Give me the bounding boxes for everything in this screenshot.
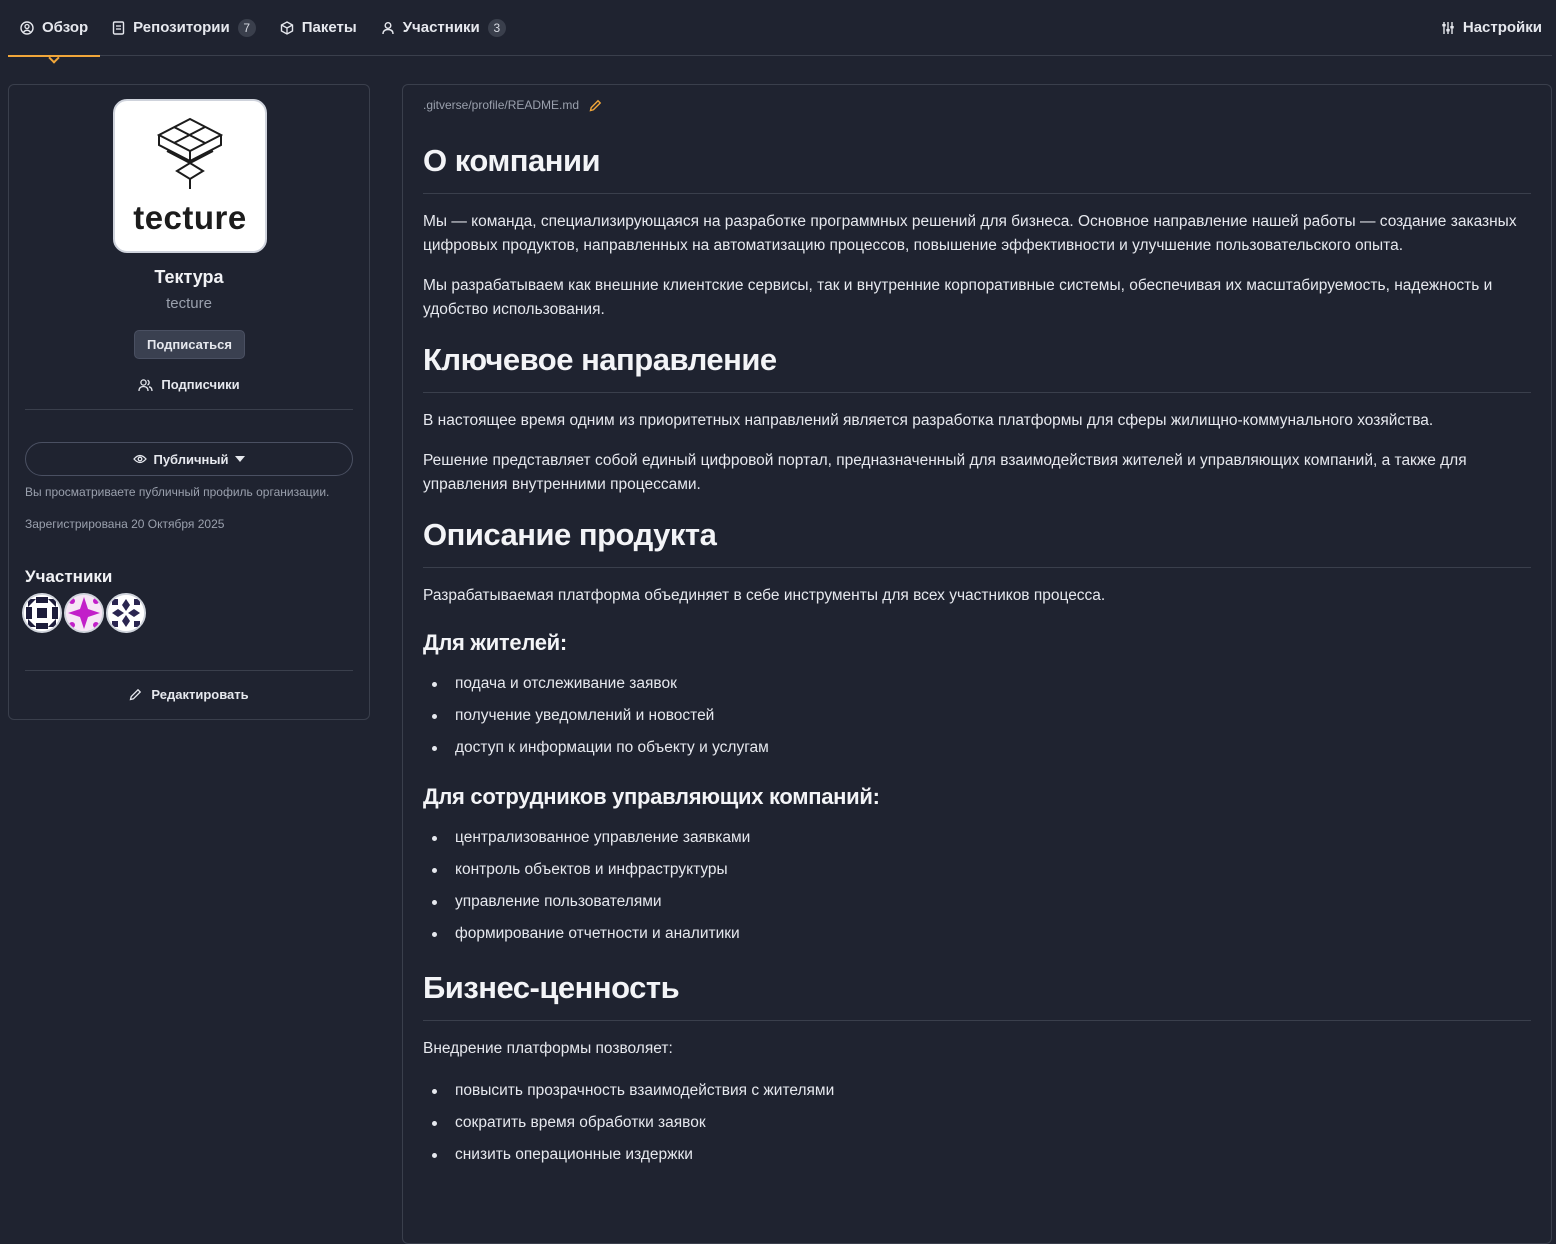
visibility-label: Публичный: [153, 451, 229, 467]
org-profile-card: [8, 84, 370, 720]
residents-list: [423, 668, 1531, 764]
org-logo: [113, 99, 267, 253]
overview-icon: [20, 21, 34, 35]
edit-profile-button[interactable]: [9, 687, 369, 702]
settings-label: Настройки: [1462, 19, 1542, 36]
followers-label: Подписчики: [161, 377, 240, 392]
sliders-icon: [1441, 21, 1455, 35]
repo-icon: [112, 21, 125, 35]
org-slug: tecture: [166, 295, 212, 312]
member-avatars: [22, 593, 148, 633]
logo-wordmark: tecture: [133, 199, 247, 236]
staff-list: [423, 822, 1531, 950]
tab-repositories[interactable]: [100, 0, 268, 56]
people-icon: [138, 378, 153, 392]
registered-date: Зарегистрирована 20 Октября 2025: [25, 517, 225, 531]
list-item: сократить время обработки заявок: [423, 1107, 1531, 1139]
package-icon: [280, 21, 294, 35]
paragraph: Внедрение платформы позволяет:: [423, 1040, 673, 1057]
tab-overview-label: Обзор: [42, 19, 89, 36]
tab-repositories-label: Репозитории: [133, 19, 230, 36]
paragraph: Решение представляет собой единый цифровой портал, предназначенный для взаимодействия жителей и управляющих компаний, а также для управления внутренними процессами.: [423, 452, 1467, 493]
visibility-dropdown[interactable]: [25, 442, 353, 476]
paragraph: Разрабатываемая платформа объединяет в себе инструменты для всех участников процесса.: [423, 587, 1106, 604]
list-item: снизить операционные издержки: [423, 1139, 1531, 1171]
heading-residents: Для жителей:: [423, 630, 567, 655]
member-avatar[interactable]: [22, 593, 62, 633]
list-item: централизованное управление заявками: [423, 822, 1531, 854]
heading-product: Описание продукта: [423, 517, 1531, 568]
members-count-badge: 3: [488, 19, 506, 37]
member-avatar[interactable]: [64, 593, 104, 633]
readme-path-text[interactable]: .gitverse/profile/README.md: [423, 98, 580, 112]
list-item: контроль объектов и инфраструктуры: [423, 854, 1531, 886]
heading-key-direction: Ключевое направление: [423, 342, 1531, 393]
org-tab-bar: [8, 0, 1552, 56]
list-item: повысить прозрачность взаимодействия с жителями: [423, 1075, 1531, 1107]
tab-members-label: Участники: [402, 19, 480, 36]
settings-link[interactable]: [1441, 19, 1552, 36]
list-item: доступ к информации по объекту и услугам: [423, 732, 1531, 764]
followers-link[interactable]: [9, 377, 369, 392]
repositories-count-badge: 7: [238, 19, 256, 37]
members-heading: Участники: [25, 567, 113, 586]
tab-overview[interactable]: [8, 0, 100, 56]
list-item: подача и отслеживание заявок: [423, 668, 1531, 700]
tab-packages[interactable]: [268, 0, 369, 56]
list-item: формирование отчетности и аналитики: [423, 918, 1531, 950]
visibility-note: Вы просматриваете публичный профиль организации.: [25, 485, 330, 499]
member-avatar[interactable]: [106, 593, 146, 633]
divider: [25, 670, 353, 671]
heading-staff: Для сотрудников управляющих компаний:: [423, 784, 880, 809]
org-name: Тектура: [154, 267, 224, 287]
edit-label: Редактировать: [151, 687, 249, 702]
paragraph: Мы разрабатываем как внешние клиентские сервисы, так и внутренние корпоративные системы, обеспечивая их масштабируемость, надежность и удобство использования.: [423, 277, 1493, 318]
eye-icon: [133, 454, 147, 464]
list-item: управление пользователями: [423, 886, 1531, 918]
pencil-icon: [129, 688, 142, 701]
pencil-icon[interactable]: [589, 99, 602, 112]
heading-about: О компании: [423, 143, 1531, 194]
tab-members[interactable]: [369, 0, 518, 56]
person-icon: [381, 21, 395, 35]
readme-panel: [402, 84, 1552, 1244]
subscribe-button[interactable]: Подписаться: [134, 330, 245, 359]
paragraph: Мы — команда, специализирующаяся на разработке программных решений для бизнеса. Основное направление нашей работы — создание заказных цифровых продуктов, направленных на автоматизацию процессов, повышение эффективности и улучшение пользовательского опыта.: [423, 213, 1517, 254]
tab-packages-label: Пакеты: [301, 19, 357, 36]
paragraph: В настоящее время одним из приоритетных направлений является разработка платформы для сферы жилищно-коммунального хозяйства.: [423, 412, 1434, 429]
tecture-logo-icon: [155, 117, 225, 197]
list-item: получение уведомлений и новостей: [423, 700, 1531, 732]
divider: [25, 409, 353, 410]
business-list: [423, 1075, 1531, 1171]
heading-business-value: Бизнес-ценность: [423, 970, 1531, 1021]
caret-down-icon: [235, 456, 245, 462]
readme-path: [423, 97, 1531, 113]
